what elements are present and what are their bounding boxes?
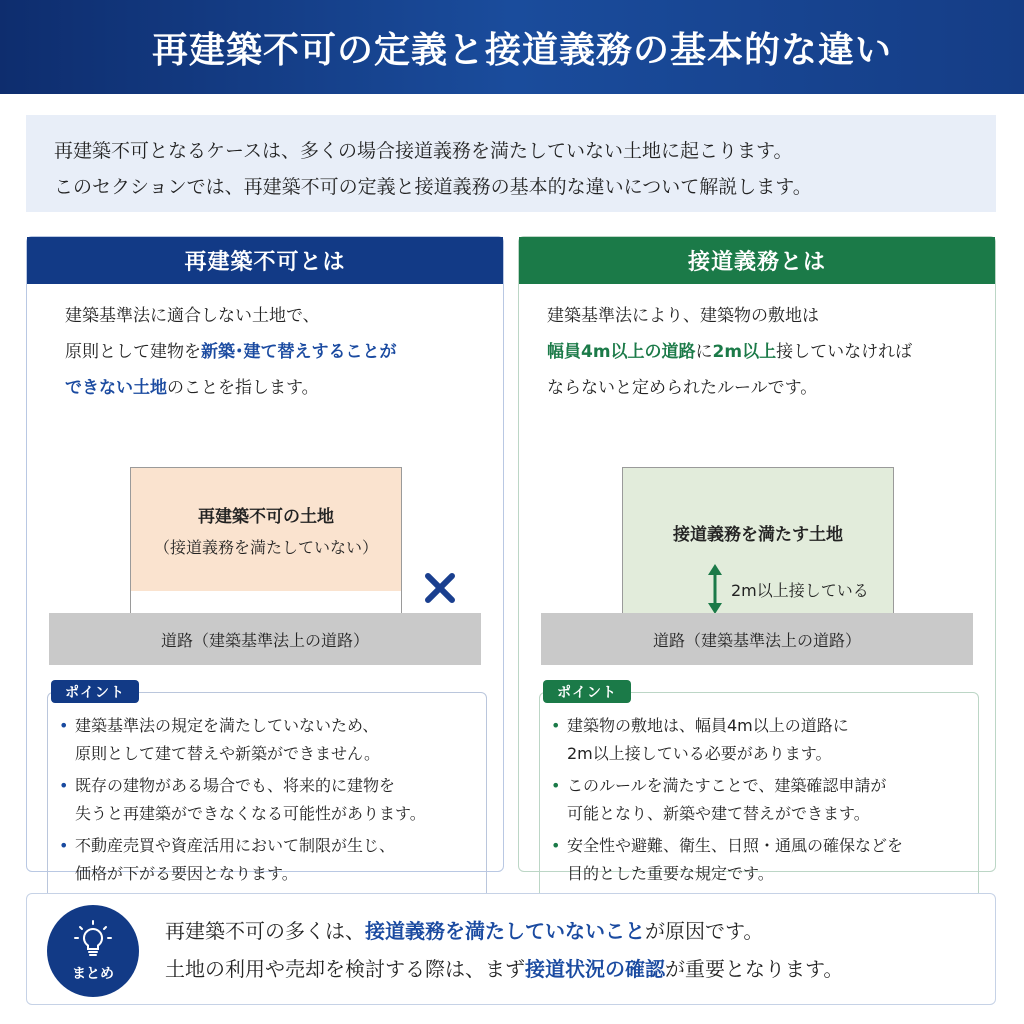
point-tag: ポイント	[543, 680, 631, 703]
desc-line-3: ならないと定められたルールです。	[547, 378, 818, 398]
frontage-label: 2m以上接している	[731, 581, 869, 600]
intro-line-2: このセクションでは、再建築不可の定義と接道義務の基本的な違いについて解説します。	[54, 176, 812, 198]
point-list	[551, 712, 903, 892]
desc-line-2a: 原則として建物を	[65, 342, 201, 362]
road-label: 道路（建築基準法上の道路）	[49, 613, 481, 665]
point-list	[59, 712, 426, 892]
summary-highlight-2: 接道状況の確認	[525, 957, 665, 981]
summary-highlight-1: 接道義務を満たしていないこと	[365, 919, 645, 943]
double-arrow-icon	[705, 564, 725, 614]
list-item: • 安全性や避難、衛生、日照・通風の確保などを 目的とした重要な規定です。	[551, 832, 903, 888]
desc-line-1: 建築基準法により、建築物の敷地は	[547, 306, 819, 326]
lightbulb-icon	[72, 919, 114, 961]
desc-highlight-2: 2m以上	[712, 342, 777, 362]
lot-subtitle: （接道義務を満たしていない）	[153, 538, 378, 557]
card-description	[547, 298, 912, 406]
point-tag: ポイント	[51, 680, 139, 703]
summary-badge	[47, 905, 139, 997]
summary-line-1a: 再建築不可の多くは、	[165, 919, 365, 943]
summary-text	[165, 912, 843, 988]
desc-line-1: 建築基準法に適合しない土地で、	[65, 306, 320, 326]
page-title: 再建築不可の定義と接道義務の基本的な違い	[151, 29, 892, 71]
desc-line-2d: 接していなければ	[776, 342, 913, 362]
list-item: • このルールを満たすことで、建築確認申請が 可能となり、新築や建て替えができます。	[551, 772, 903, 828]
list-item: • 建築物の敷地は、幅員4m以上の道路に 2m以上接している必要があります。	[551, 712, 903, 768]
intro-box	[26, 115, 996, 212]
card-title: 再建築不可とは	[27, 237, 503, 284]
lot-title: 再建築不可の土地	[198, 507, 334, 527]
frontage-gap	[130, 591, 402, 613]
card-body	[519, 284, 995, 883]
card-title: 接道義務とは	[519, 237, 995, 284]
list-item: • 建築基準法の規定を満たしていないため、 原則として建て替えや新築ができません。	[59, 712, 426, 768]
summary-box	[26, 893, 996, 1005]
badge-label: まとめ	[72, 966, 114, 982]
header-banner	[0, 0, 1024, 94]
card-road-access-duty	[518, 236, 996, 883]
summary-line-1c: が原因です。	[645, 919, 764, 943]
summary-line-2a: 土地の利用や売却を検討する際は、まず	[165, 957, 525, 981]
x-mark-icon	[420, 568, 460, 608]
card-body	[27, 284, 503, 883]
desc-line-3b: のことを指します。	[167, 378, 319, 398]
summary-line-2c: が重要となります。	[665, 957, 844, 981]
lot-diagram	[130, 467, 402, 593]
road-label: 道路（建築基準法上の道路）	[541, 613, 973, 665]
intro-line-1: 再建築不可となるケースは、多くの場合接道義務を満たしていない土地に起こります。	[54, 140, 793, 162]
desc-line-2b: に	[695, 342, 713, 362]
list-item: • 不動産売買や資産活用において制限が生じ、 価格が下がる要因となります。	[59, 832, 426, 888]
desc-highlight-1: 幅員4m以上の道路	[547, 342, 696, 362]
lot-title: 接道義務を満たす土地	[673, 525, 843, 545]
desc-highlight-1: 新築･建て替えすることが	[201, 342, 397, 362]
list-item: • 既存の建物がある場合でも、将来的に建物を 失うと再建築ができなくなる可能性があります。	[59, 772, 426, 828]
desc-highlight-2: できない土地	[65, 378, 167, 398]
card-rebuild-prohibited	[26, 236, 504, 883]
card-description	[65, 298, 397, 406]
